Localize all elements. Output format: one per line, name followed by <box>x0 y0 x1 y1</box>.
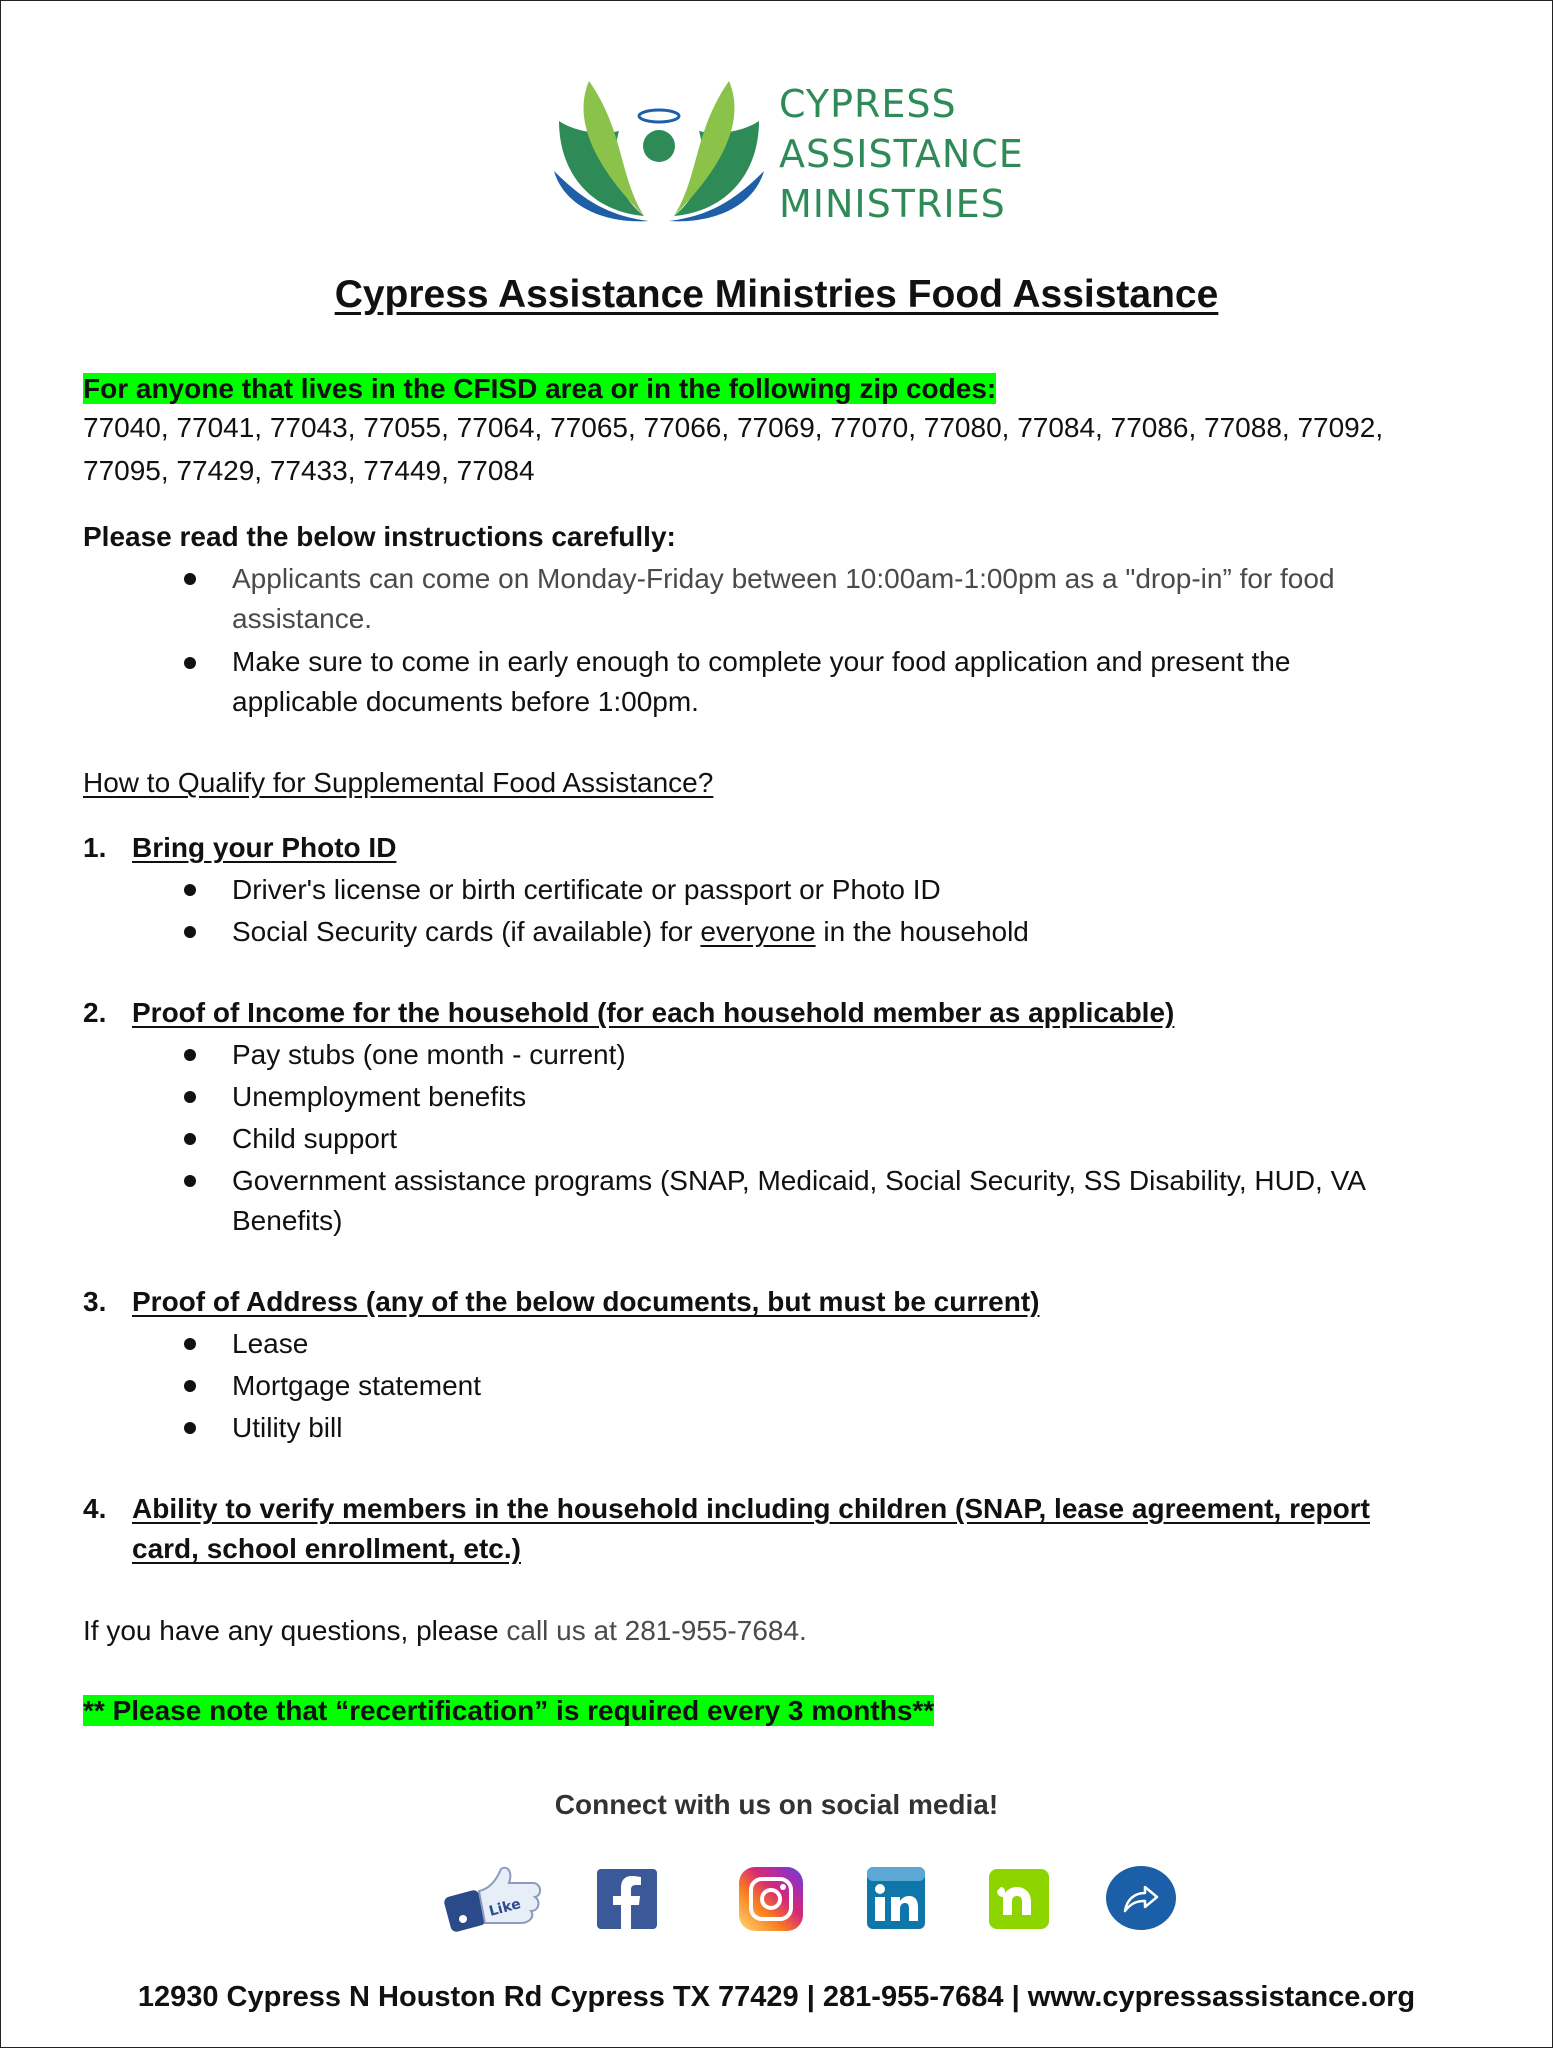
bullet-icon <box>184 1133 196 1145</box>
bullet-icon <box>184 926 196 938</box>
logo-line-1: CYPRESS <box>779 82 957 126</box>
section-3-number: 3. <box>83 1286 107 1317</box>
page-title: Cypress Assistance Ministries Food Assistance <box>334 273 1219 316</box>
section-2-item-1: Pay stubs (one month - current) <box>232 1039 626 1070</box>
svg-text:Like: Like <box>487 1896 523 1920</box>
bullet-icon <box>184 1422 196 1434</box>
logo-line-3: MINISTRIES <box>779 182 1006 226</box>
bullet-icon <box>184 884 196 896</box>
section-3-item-1: Lease <box>232 1328 309 1359</box>
social-heading: Connect with us on social media! <box>554 1789 999 1820</box>
section-3-title: Proof of Address (any of the below documents, but must be current) <box>132 1286 1040 1317</box>
section-3-item-3: Utility bill <box>232 1412 343 1443</box>
recertification-note: ** Please note that “recertification” is required every 3 months** <box>83 1695 935 1726</box>
instructions-heading: Please read the below instructions carefully: <box>83 521 676 552</box>
zip-line-1: 77040, 77041, 77043, 77055, 77064, 77065, 77066, 77069, 77070, 77080, 77084, 77086, 77088, 77092, <box>83 412 1384 443</box>
phone-link[interactable]: call us at 281-955-7684. <box>506 1615 807 1646</box>
like-icon[interactable] <box>441 1861 546 1936</box>
instruction-item-2: Make sure to come in early enough to complete your food application and present the applicable documents before 1:00pm. <box>232 646 1291 717</box>
section-2-item-2: Unemployment benefits <box>232 1081 527 1112</box>
logo-wordmark <box>779 79 1024 229</box>
section-1-item-2: Social Security cards (if available) for everyone in the household <box>232 916 1029 947</box>
linkedin-icon[interactable] <box>867 1867 925 1929</box>
questions-text: If you have any questions, please call us at 281-955-7684. <box>83 1615 807 1646</box>
section-4-number: 4. <box>83 1493 107 1524</box>
bullet-icon <box>184 1380 196 1392</box>
section-1-title: Bring your Photo ID <box>132 832 397 863</box>
bullet-icon <box>184 1175 196 1187</box>
cam-logo-icon <box>549 76 769 226</box>
zip-line-2: 77095, 77429, 77433, 77449, 77084 <box>83 455 535 486</box>
bullet-icon <box>184 1091 196 1103</box>
bullet-icon <box>184 657 196 669</box>
bullet-icon <box>184 573 196 585</box>
section-2-number: 2. <box>83 997 107 1028</box>
section-2-item-3: Child support <box>232 1123 397 1154</box>
qualify-heading: How to Qualify for Supplemental Food Assistance? <box>83 767 714 798</box>
section-2-title: Proof of Income for the household (for each household member as applicable) <box>132 997 1175 1028</box>
nextdoor-icon[interactable] <box>989 1869 1049 1929</box>
logo-line-2: ASSISTANCE <box>779 132 1024 176</box>
section-2-item-4: Government assistance programs (SNAP, Medicaid, Social Security, SS Disability, HUD, VA Benefits) <box>232 1165 1366 1236</box>
section-4-title: Ability to verify members in the household including children (SNAP, lease agreement, report card, school enrollment, etc.) <box>132 1493 1370 1564</box>
section-1-item-1: Driver's license or birth certificate or passport or Photo ID <box>232 874 941 905</box>
section-1-number: 1. <box>83 832 107 863</box>
footer-address: 12930 Cypress N Houston Rd Cypress TX 77429 | 281-955-7684 | www.cypressassistance.org <box>137 1981 1416 2013</box>
bullet-icon <box>184 1049 196 1061</box>
bullet-icon <box>184 1338 196 1350</box>
instagram-icon[interactable] <box>739 1867 803 1931</box>
zip-heading: For anyone that lives in the CFISD area or in the following zip codes: <box>83 373 997 404</box>
facebook-icon[interactable] <box>597 1869 657 1929</box>
instruction-item-1: Applicants can come on Monday-Friday between 10:00am-1:00pm as a "drop-in” for food assistance. <box>232 563 1335 634</box>
section-3-item-2: Mortgage statement <box>232 1370 482 1401</box>
share-icon[interactable] <box>1105 1865 1177 1931</box>
